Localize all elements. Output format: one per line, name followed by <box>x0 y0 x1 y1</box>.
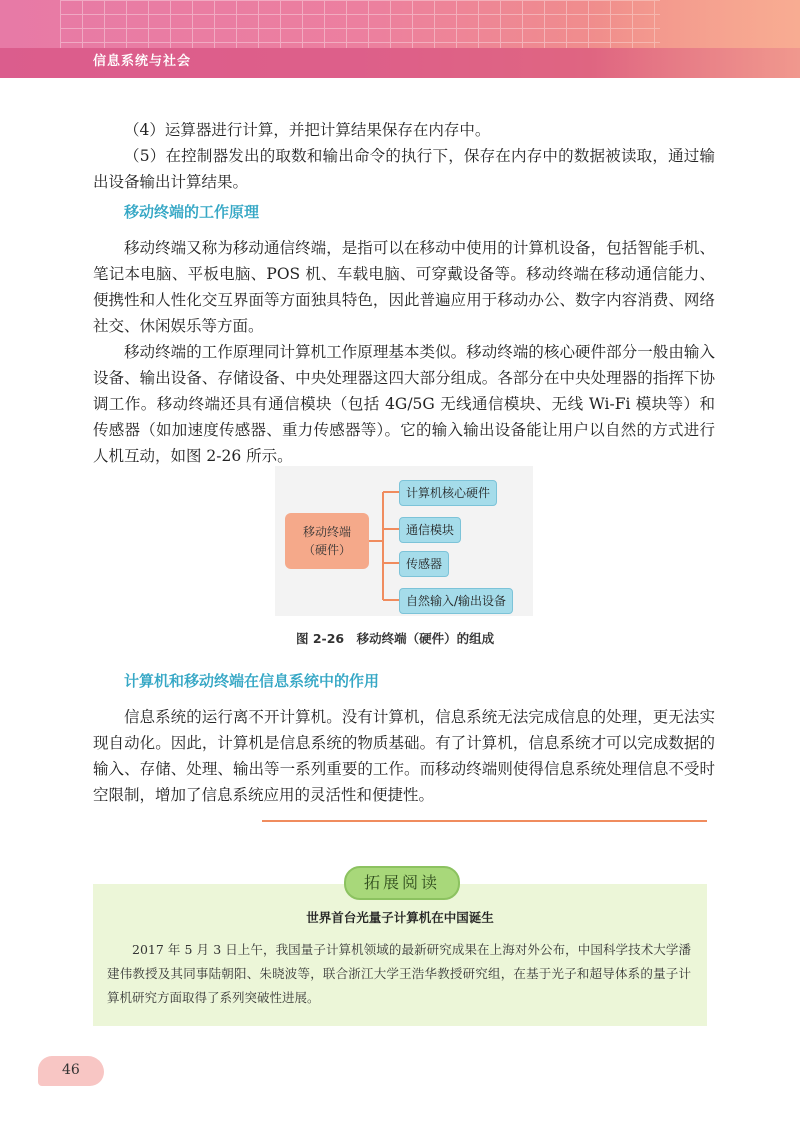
page-header <box>0 0 800 78</box>
header-grid-decoration <box>60 0 660 48</box>
leaf-sensor: 传感器 <box>399 551 449 577</box>
step-4-paragraph: （4）运算器进行计算，并把计算结果保存在内存中。 <box>124 121 491 139</box>
section-heading-mobile-principle: 移动终端的工作原理 <box>124 203 260 221</box>
leaf-core-hardware: 计算机核心硬件 <box>399 480 497 506</box>
mobile-terminal-definition-paragraph: 移动终端又称为移动通信终端，是指可以在移动中使用的计算机设备，包括智能手机、笔记本电脑、平板电脑、POS 机、车载电脑、可穿戴设备等。移动终端在移动通信能力、便携性和人性化交互界面等方面独具特色，因此普遍应用于移动办公、数字内容消费、网络社交、休闲娱乐等方面。 <box>93 239 715 335</box>
section-heading-role-in-info-system: 计算机和移动终端在信息系统中的作用 <box>124 672 380 690</box>
header-fade-decoration <box>590 0 800 78</box>
root-node-line1: 移动终端 <box>302 525 351 539</box>
leaf-natural-io-device: 自然输入/输出设备 <box>399 588 513 614</box>
page-number: 46 <box>62 1062 80 1078</box>
extended-reading-tag: 拓展阅读 <box>344 866 460 900</box>
extended-reading-box <box>93 884 707 1026</box>
figure-caption: 图 2-26 移动终端（硬件）的组成 <box>296 631 495 646</box>
mobile-terminal-principle-paragraph: 移动终端的工作原理同计算机工作原理基本类似。移动终端的核心硬件部分一般由输入设备、输出设备、存储设备、中央处理器这四大部分组成。各部分在中央处理器的指挥下协调工作。移动终端还具有通信模块（包括 4G/5G 无线通信模块、无线 Wi-Fi 模块等）和传感器（如加速度传感器、重力传感器等）。它的输入输出设备能让用户以自然的方式进行人机互动，如图 2-26 所示。 <box>93 343 715 465</box>
extended-reading-title: 世界首台光量子计算机在中国诞生 <box>306 910 494 925</box>
step-5-paragraph: （5）在控制器发出的取数和输出命令的执行下，保存在内存中的数据被读取，通过输出设备输出计算结果。 <box>93 147 715 191</box>
section-divider <box>262 820 707 822</box>
extended-reading-text: 2017 年 5 月 3 日上午，我国量子计算机领域的最新研究成果在上海对外公布，中国科学技术大学潘建伟教授及其同事陆朝阳、朱晓波等，联合浙江大学王浩华教授研究组，在基于光子和超导体系的量子计算机研究方面取得了系列突破性进展。 <box>107 942 691 1005</box>
mobile-terminal-root-node <box>285 513 369 569</box>
running-head-title: 信息系统与社会 <box>93 54 192 69</box>
leaf-communication-module: 通信模块 <box>399 517 461 543</box>
role-paragraph: 信息系统的运行离不开计算机。没有计算机，信息系统无法完成信息的处理，更无法实现自动化。因此，计算机是信息系统的物质基础。有了计算机，信息系统才可以完成数据的输入、存储、处理、输出等一系列重要的工作。而移动终端则使得信息系统处理信息不受时空限制，增加了信息系统应用的灵活性和便捷性。 <box>93 708 715 804</box>
root-node-line2: （硬件） <box>302 543 351 557</box>
hardware-composition-diagram <box>275 466 533 616</box>
